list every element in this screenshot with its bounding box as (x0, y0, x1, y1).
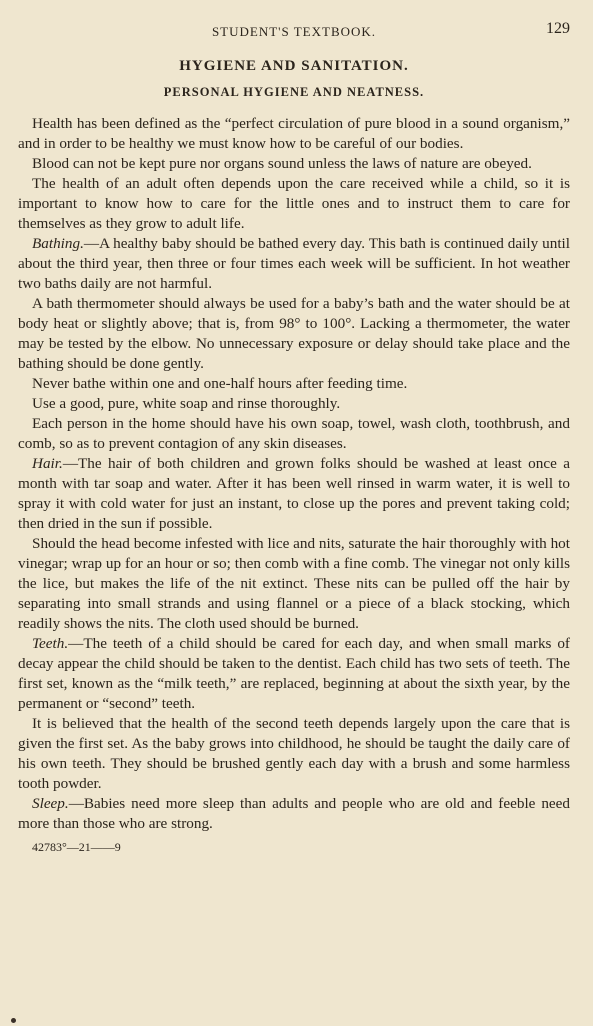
paragraph (18, 794, 570, 834)
paragraph-text: The health of an adult often depends upon the care received while a child, so it is important to know how to care for the little ones and to instruct them to care for themselves as they grow to adult life. (18, 175, 570, 232)
paragraph-text: A bath thermometer should always be used for a baby’s bath and the water should be at body heat or slightly above; that is, from 98° to 100°. Lacking a thermometer, the water may be tested by the elbow. No unnecessary exposure or delay should take place and the bathing should be done gently. (18, 295, 570, 372)
paragraph-text: Never bathe within one and one-half hours after feeding time. (32, 375, 408, 392)
paragraph (18, 394, 570, 414)
paragraph-lead: Sleep. (32, 795, 69, 812)
body-text (18, 114, 570, 834)
paragraph-lead: Teeth. (32, 635, 69, 652)
chapter-title: HYGIENE AND SANITATION. (179, 58, 409, 74)
page-number: 129 (546, 20, 570, 37)
paragraph (18, 114, 570, 154)
paragraph-text: —Babies need more sleep than adults and people who are old and feeble need more than those who are strong. (18, 795, 570, 832)
paragraph-lead: Hair. (32, 455, 63, 472)
paragraph-text: Blood can not be kept pure nor organs sound unless the laws of nature are obeyed. (32, 155, 532, 172)
printer-signature: 42783°—21——9 (32, 840, 121, 854)
page (18, 14, 570, 855)
paragraph (18, 294, 570, 374)
paragraph-lead: Bathing. (32, 235, 84, 252)
paragraph-text: Should the head become infested with lice and nits, saturate the hair thoroughly with hot vinegar; wrap up for an hour or so; then comb with a fine comb. The vinegar not only kills the lice, but makes the life of the nit extinct. These nits can be pulled off the hair by separating into small strands and using flannel or a piece of a black stocking, which readily shows the nits. The cloth used should be burned. (18, 535, 570, 632)
paragraph (18, 634, 570, 714)
paragraph (18, 414, 570, 454)
ink-dot (11, 1018, 16, 1023)
paragraph-text: Each person in the home should have his own soap, towel, wash cloth, toothbrush, and comb, so as to prevent contagion of any skin diseases. (18, 415, 570, 452)
paragraph (18, 234, 570, 294)
running-title: STUDENT'S TEXTBOOK. (211, 24, 377, 39)
paragraph (18, 174, 570, 234)
paragraph (18, 714, 570, 794)
running-head (18, 14, 570, 44)
paragraph-text: Use a good, pure, white soap and rinse thoroughly. (32, 395, 341, 412)
paragraph-text: —The hair of both children and grown folks should be washed at least once a month with tar soap and water. After it has been well rinsed in warm water, it is well to spray it with cold water for just an instant, to close up the pores and prevent taking cold; then dried in the sun if possible. (18, 455, 570, 532)
paragraph-text: It is believed that the health of the second teeth depends largely upon the care that is given the first set. As the baby grows into childhood, he should be taught the daily care of his own teeth. They should be brushed gently each day with a brush and some harmless tooth powder. (18, 715, 570, 792)
paragraph-text: Health has been defined as the “perfect circulation of pure blood in a sound organism,” and in order to be healthy we must know how to be careful of our bodies. (18, 115, 570, 152)
paragraph-text: —A healthy baby should be bathed every day. This bath is continued daily until about the third year, then three or four times each week will be sufficient. In hot weather two baths daily are not harmful. (18, 235, 570, 292)
paragraph (18, 454, 570, 534)
paragraph-text: —The teeth of a child should be cared for each day, and when small marks of decay appear the child should be taken to the dentist. Each child has two sets of teeth. The first set, known as the “milk teeth,” are replaced, beginning at about the sixth year, by the permanent or “second” teeth. (18, 635, 570, 712)
paragraph (18, 154, 570, 174)
section-title: PERSONAL HYGIENE AND NEATNESS. (163, 85, 425, 99)
paragraph (18, 374, 570, 394)
paragraph (18, 534, 570, 634)
